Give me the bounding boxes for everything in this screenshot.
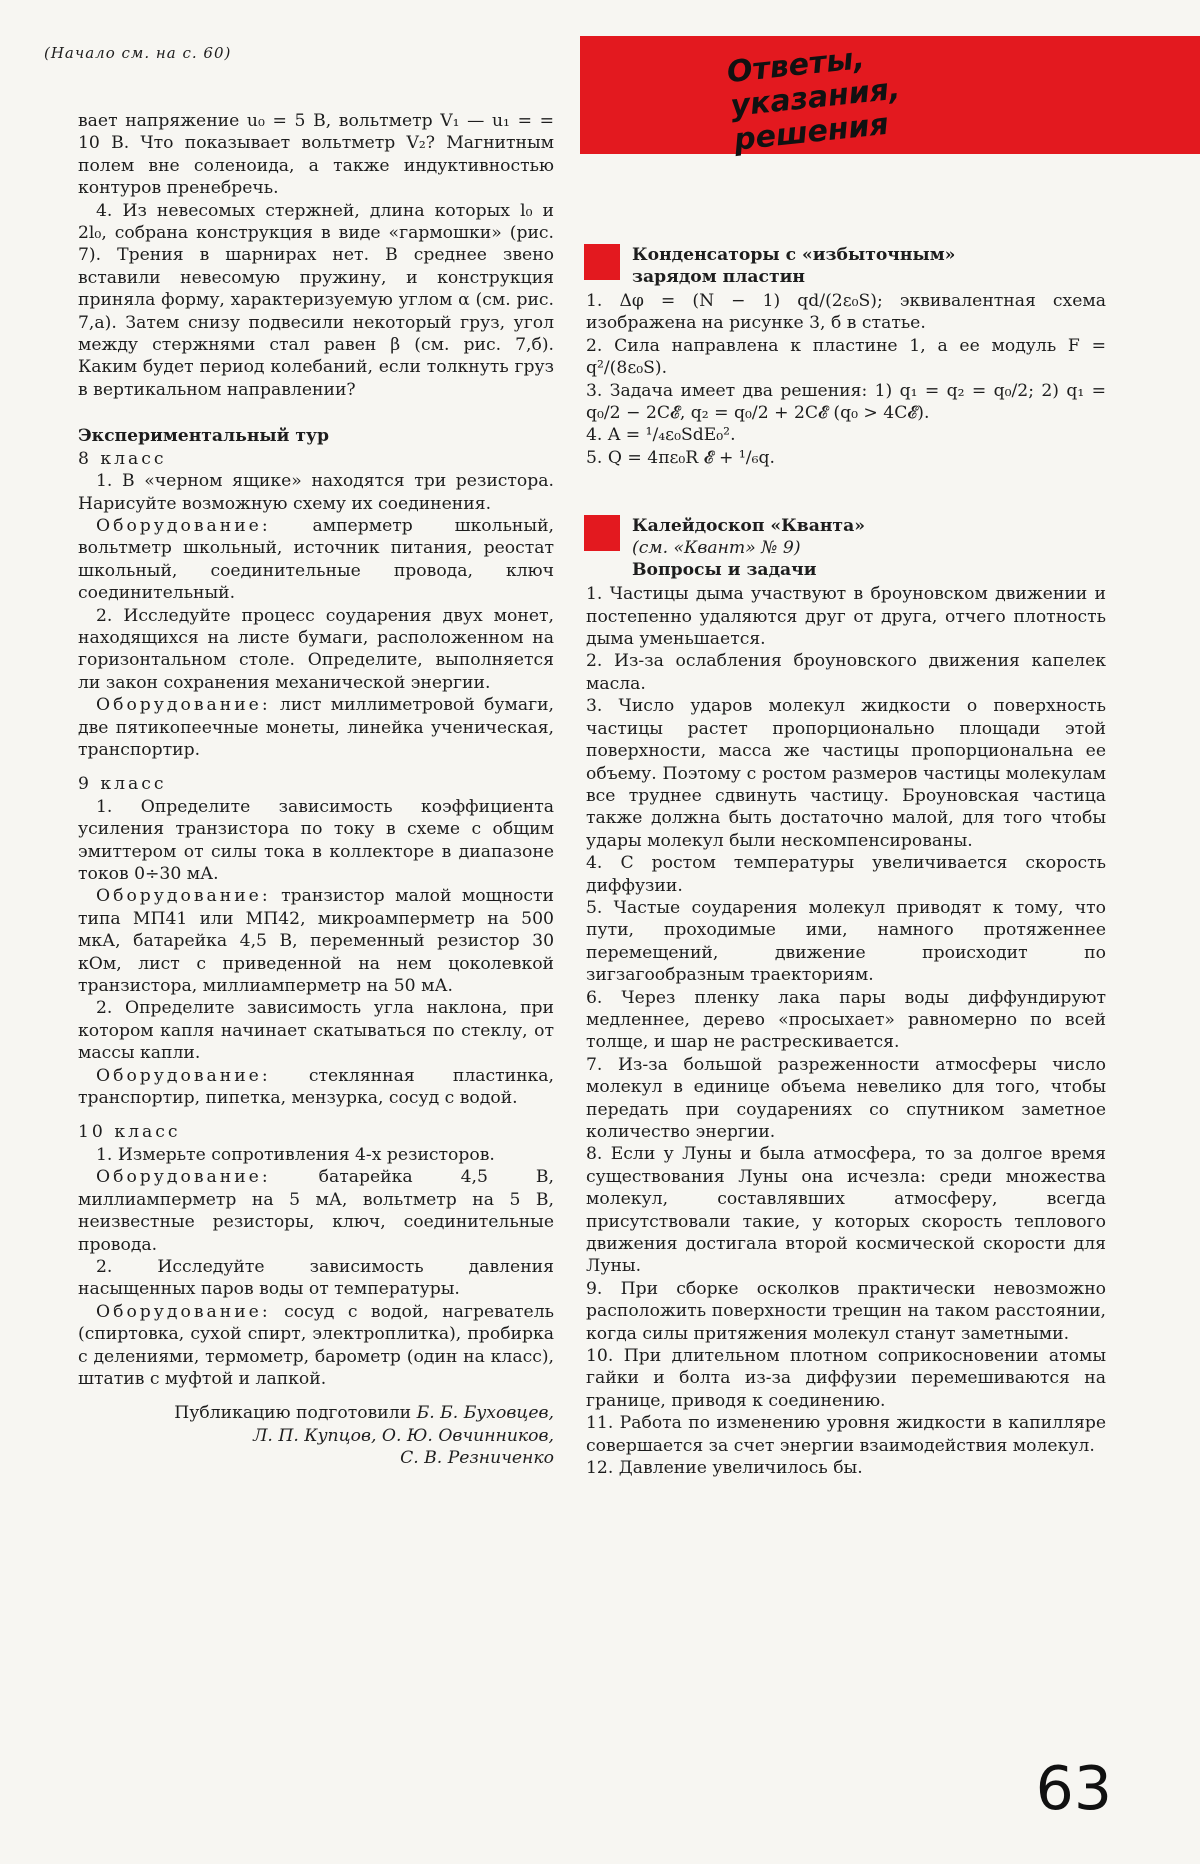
grade-10-heading: 10 класс xyxy=(78,1122,181,1143)
equipment-label: Оборудование: xyxy=(96,695,271,716)
experimental-round-title: Экспериментальный тур xyxy=(78,426,330,447)
answer-item: 4. С ростом температуры увеличивается скорость диффузии. xyxy=(586,853,1106,896)
grade-8-heading: 8 класс xyxy=(78,448,167,469)
equipment-label: Оборудование: xyxy=(96,886,271,907)
equipment-text: лист миллиметровой бумаги, две пятикопеечные монеты, линейка ученическая, транспортир. xyxy=(78,695,554,760)
answer-item: 9. При сборке осколков практически невозможно расположить поверхности трещин на таком расстоянии, когда силы притяжения молекул станут заметными. xyxy=(586,1278,1106,1344)
left-column xyxy=(78,110,554,1470)
right-column xyxy=(586,244,1106,1480)
answer-item: 1. Частицы дыма участвуют в броуновском движении и постепенно удаляются друг от друга, отчего плотность дыма уменьшается. xyxy=(586,584,1106,650)
credit-names-1: Б. Б. Буховцев, xyxy=(416,1403,554,1424)
answer-item: 7. Из-за большой разреженности атмосферы число молекул в единице объема невелико для того, чтобы передать при соударениях со спутником заметное количество энергии. xyxy=(586,1054,1106,1142)
answer-item: 6. Через пленку лака пары воды диффундируют медленнее, дерево «просыхает» равномерно по всей толще, и шар не растрескивается. xyxy=(586,987,1106,1053)
problem-4: 4. Из невесомых стержней, длина которых l₀ и 2l₀, собрана конструкция в виде «гармошки» (рис. 7). Трения в шарнирах нет. В среднее звено вставили невесомую пружину, и конструкция приняла форму, характеризуемую углом α (см. рис. 7,а). Затем снизу подвесили некоторый груз, угол между стержнями стал равен β (см. рис. 7,б). Каким будет период колебаний, если толкнуть груз в вертикальном направлении? xyxy=(78,200,554,400)
kaleidoscope-title: Калейдоскоп «Кванта» xyxy=(632,516,865,537)
answer-item: 2. Из-за ослабления броуновского движения капелек масла. xyxy=(586,651,1106,694)
equipment-text: батарейка 4,5 В, миллиамперметр на 5 мА, вольтметр на 5 В, неизвестные резисторы, ключ, соединительные провода. xyxy=(78,1167,554,1255)
grade-9-heading: 9 класс xyxy=(78,774,167,795)
red-square-marker xyxy=(584,515,620,551)
equipment-text: амперметр школьный, вольтметр школьный, источник питания, реостат школьный, соединительные провода, ключ соединительный. xyxy=(78,515,554,604)
section-banner xyxy=(580,36,1200,158)
answer-item: 2. Сила направлена к пластине 1, а ее модуль F = q²/(8ε₀S). xyxy=(586,335,1106,379)
credit-names-2: Л. П. Купцов, О. Ю. Овчинников, xyxy=(253,1425,554,1446)
capacitors-title-line-1: Конденсаторы с «избыточным» xyxy=(632,245,956,265)
answer-item: 1. Δφ = (N − 1) qd/(2ε₀S); эквивалентная схема изображена на рисунке 3, б в статье. xyxy=(586,291,1106,334)
grade-8-problem-1: 1. В «черном ящике» находятся три резистора. Нарисуйте возможную схему их соединения. xyxy=(78,471,554,514)
answer-item: 5. Частые соударения молекул приводят к тому, что пути, проходимые ими, намного протяженнее перемещений, движение происходит по зигзагообразным траекториям. xyxy=(586,897,1106,986)
answer-item: 12. Давление увеличилось бы. xyxy=(586,1458,863,1479)
grade-8-problem-1-equipment xyxy=(78,515,554,605)
kaleidoscope-subtitle: (см. «Квант» № 9) xyxy=(632,538,801,559)
grade-10-problem-1: 1. Измерьте сопротивления 4-х резисторов. xyxy=(96,1144,495,1165)
kaleidoscope-section-header xyxy=(586,515,1106,581)
equipment-label: Оборудование: xyxy=(96,1301,271,1322)
intro-paragraph: вает напряжение u₀ = 5 В, вольтметр V₁ — u₁ = = 10 В. Что показывает вольтметр V₂? Магнитным полем вне соленоида, а также индуктивностью контуров пренебречь. xyxy=(78,111,554,199)
credit-lead: Публикацию подготовили xyxy=(174,1403,412,1424)
answer-item: 11. Работа по изменению уровня жидкости в капилляре совершается за счет энергии взаимодействия молекул. xyxy=(586,1413,1106,1456)
grade-9-problem-2-equipment xyxy=(78,1065,554,1110)
equipment-text: сосуд с водой, нагреватель (спиртовка, сухой спирт, электроплитка), пробирка с делениями, термометр, барометр (один на класс), штатив с муфтой и лапкой. xyxy=(78,1301,554,1389)
answer-item: 8. Если у Луны и была атмосфера, то за долгое время существования Луны она исчезла: среди множества молекул, составлявших атмосферу, всегда присутствовали такие, у которых скорость теплового движения достигала второй космической скорости для Луны. xyxy=(586,1144,1106,1277)
equipment-label: Оборудование: xyxy=(96,1065,271,1086)
grade-8-problem-2-equipment xyxy=(78,694,554,761)
equipment-text: стеклянная пластинка, транспортир, пипетка, мензурка, сосуд с водой. xyxy=(78,1065,554,1109)
credits xyxy=(78,1402,554,1424)
banner-title: Ответы, указания, решения xyxy=(725,40,902,158)
equipment-text: транзистор малой мощности типа МП41 или МП42, микроамперметр на 500 мкА, батарейка 4,5 В, переменный резистор 30 кОм, лист с приведенной на нем цоколевкой транзистора, миллиамперметр на 50 мА. xyxy=(78,886,554,997)
page-number: 63 xyxy=(1035,1754,1112,1824)
answer-item: 3. Число ударов молекул жидкости о поверхность частицы растет пропорционально площади этой поверхности, масса же частицы пропорциональна ее объему. Поэтому с ростом размеров частицы молекулам все труднее сдвинуть частицу. Броуновская частица также должна быть достаточно малой, для того чтобы удары молекул были нескомпенсированы. xyxy=(586,696,1106,851)
grade-10-problem-2-equipment xyxy=(78,1301,554,1391)
answer-item: 10. При длительном плотном соприкосновении атомы гайки и болта из-за диффузии перемешиваются на границе, приводя к соединению. xyxy=(586,1346,1106,1411)
capacitors-section-header xyxy=(586,244,1106,288)
grade-10-problem-2: 2. Исследуйте зависимость давления насыщенных паров воды от температуры. xyxy=(78,1256,554,1300)
red-square-marker xyxy=(584,244,620,280)
continuation-note: (Начало см. на с. 60) xyxy=(44,44,232,62)
equipment-label: Оборудование: xyxy=(96,515,271,536)
kaleidoscope-subhead: Вопросы и задачи xyxy=(632,560,817,581)
answer-item: 5. Q = 4πε₀R 𝓔 + ¹/₆q. xyxy=(586,447,775,468)
grade-9-problem-1-equipment xyxy=(78,885,554,997)
answer-item: 3. Задача имеет два решения: 1) q₁ = q₂ = q₀/2; 2) q₁ = q₀/2 − 2C𝓔, q₂ = q₀/2 + 2C𝓔 (q₀ > 4C𝓔). xyxy=(586,380,1106,424)
capacitors-title-line-2: зарядом пластин xyxy=(632,267,805,287)
grade-9-problem-2: 2. Определите зависимость угла наклона, при котором капля начинает скатываться по стеклу, от массы капли. xyxy=(78,998,554,1064)
grade-10-problem-1-equipment xyxy=(78,1166,554,1256)
grade-8-problem-2: 2. Исследуйте процесс соударения двух монет, находящихся на листе бумаги, расположенном на горизонтальном столе. Определите, выполняется ли закон сохранения механической энергии. xyxy=(78,605,554,693)
credit-names-3: С. В. Резниченко xyxy=(400,1448,554,1469)
equipment-label: Оборудование: xyxy=(96,1167,271,1188)
grade-9-problem-1: 1. Определите зависимость коэффициента усиления транзистора по току в схеме с общим эмиттером от силы тока в коллекторе в диапазоне токов 0÷30 мА. xyxy=(78,796,554,884)
answer-item: 4. A = ¹/₄ε₀SdE₀². xyxy=(586,425,736,446)
